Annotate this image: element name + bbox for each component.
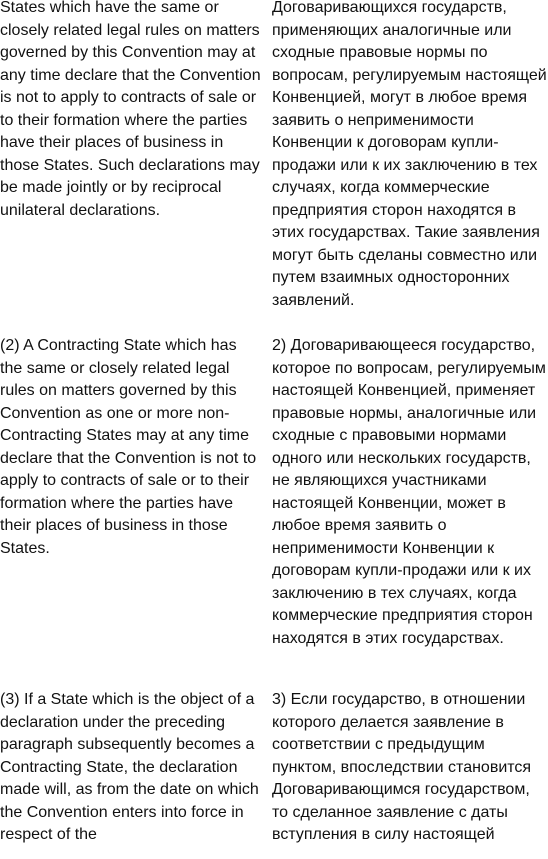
english-column bbox=[0, 689, 262, 859]
russian-paragraph: 2) Договаривающееся государство, которое по вопросам, регулируемым настоящей Конвенцией, применяет правовые нормы, аналогичные или сходные с правовыми нормами одного или нескольких государств, не являющихся участниками настоящей Конвенции, может в любое время заявить о неприменимости Конвенции к договорам купли-продажи или к их заключению в тех случаях, когда коммерческие предприятия сторон находятся в этих государствах. bbox=[272, 337, 546, 647]
paragraph-row-1 bbox=[0, 0, 548, 335]
russian-column bbox=[272, 689, 548, 859]
russian-paragraph: 3) Если государство, в отношении которого делается заявление в соответствии с предыдущим пунктом, впоследствии становится Договаривающимся государством, то сделанное заявление с даты вступления в силу настоящей bbox=[272, 691, 532, 843]
english-paragraph: (2) A Contracting State which has the same or closely related legal rules on matters governed by this Convention as one or more non-Contracting States may at any time declare that the Convention is not to apply to contracts of sale or to their formation where the parties have their places of business in those States. bbox=[0, 337, 257, 557]
russian-paragraph: Договаривающихся государств, применяющих аналогичные или сходные правовые нормы по вопросам, регулируемым настоящей Конвенцией, могут в любое время заявить о неприменимости Конвенции к договорам купли-продажи или к их заключению в тех случаях, когда коммерческие предприятия сторон находятся в этих государствах. Такие заявления могут быть сделаны совместно или путем взаимных односторонних заявлений. bbox=[272, 0, 547, 309]
english-paragraph: (3) If a State which is the object of a declaration under the preceding paragraph subsequently becomes a Contracting State, the declaration made will, as from the date on which the Convention enters into force in respect of the bbox=[0, 691, 259, 843]
paragraph-row-2 bbox=[0, 335, 548, 689]
russian-column bbox=[272, 0, 548, 335]
english-paragraph: States which have the same or closely related legal rules on matters governed by this Convention may at any time declare that the Convention is not to apply to contracts of sale or to their formation where the parties have their places of business in those States. Such declarations may be made jointly or by reciprocal unilateral declarations. bbox=[0, 0, 261, 219]
paragraph-row-3 bbox=[0, 689, 548, 859]
english-column bbox=[0, 335, 262, 689]
russian-column bbox=[272, 335, 548, 689]
english-column bbox=[0, 0, 262, 335]
